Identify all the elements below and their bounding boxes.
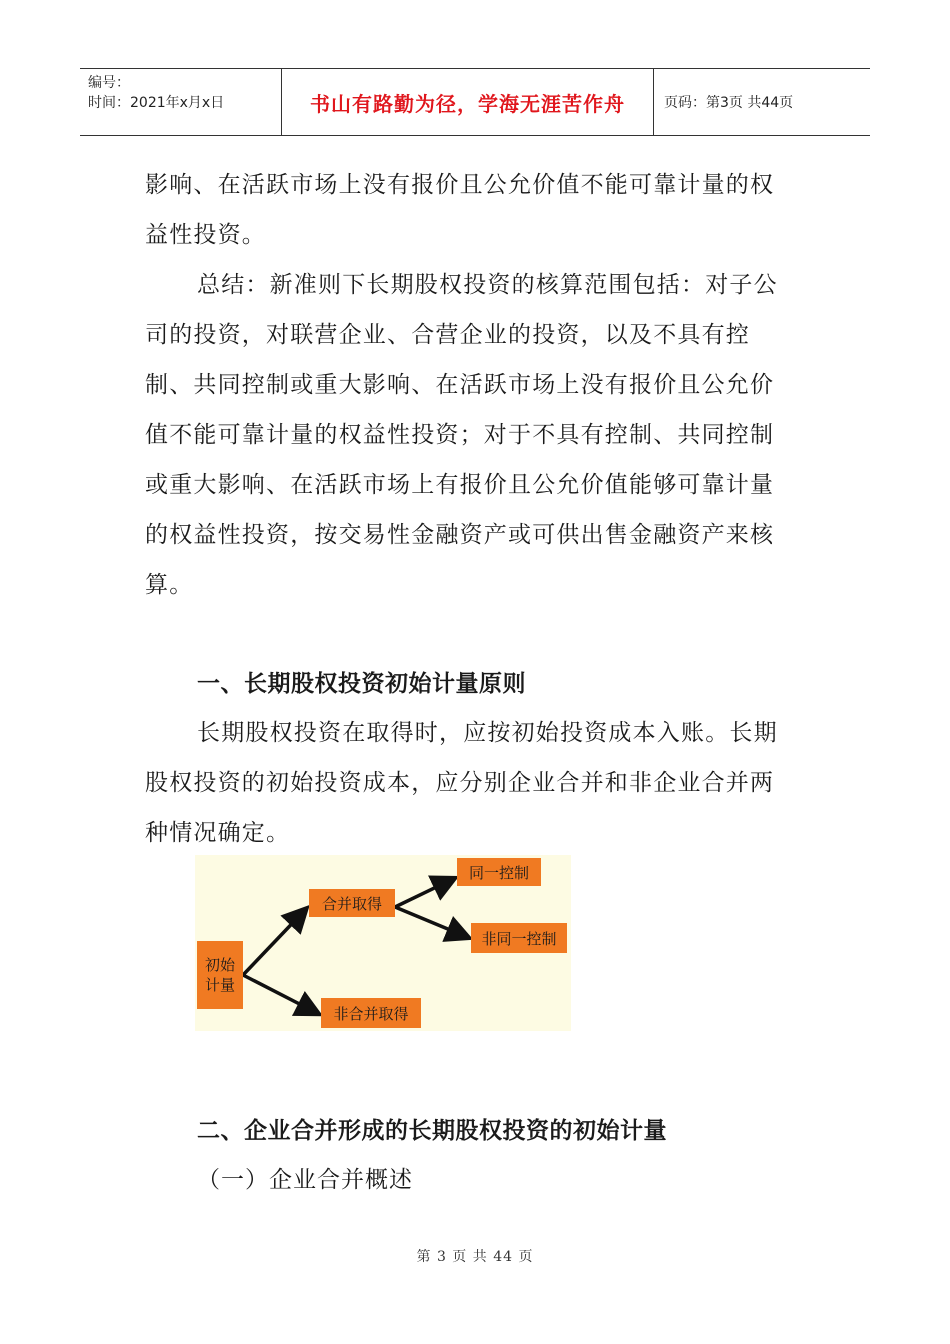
number-label: 编号： [88,75,130,91]
box-initial-measurement [197,941,243,1009]
box-initial-line2: 计量 [204,976,235,994]
paragraph-summary: 总结：新准则下长期股权投资的核算范围包括：对子公司的投资，对联营企业、合营企业的投资，以及不具有控制、共同控制或重大影响、在活跃市场上没有报价且公允价值不能可靠计量的权益性投资；对于不具有控制、共同控制或重大影响、在活跃市场上有报价且公允价值能够可靠计量的权益性投资，按交易性金融资产或可供出售金融资产来核算。 [145,272,778,598]
section-heading-2: 二、企业合并形成的长期股权投资的初始计量 [197,1118,667,1144]
arrow-to-merge [243,910,305,975]
header-table [80,68,870,136]
paragraph-continuation: 影响、在活跃市场上没有报价且公允价值不能可靠计量的权益性投资。 [145,172,775,248]
time-label: 时间：2021年x月x日 [88,95,225,111]
box-non-merge: 非合并取得 [321,998,421,1028]
page-footer: 第 3 页 共 44 页 [416,1249,534,1265]
box-same-control: 同一控制 [457,858,541,886]
paragraph-initial-measurement: 长期股权投资在取得时，应按初始投资成本入账。长期股权投资的初始投资成本，应分别企业合并和非企业合并两种情况确定。 [145,720,778,846]
arrow-to-non-merge [243,975,317,1013]
section-heading-1: 一、长期股权投资初始计量原则 [197,671,526,697]
header-motto: 书山有路勤为径，学海无涯苦作舟 [282,69,654,135]
box-merge: 合并取得 [309,889,395,917]
arrow-to-same-control [395,879,453,907]
box-initial-line1: 初始 [204,956,235,974]
header-page-info: 页码：第3页 共44页 [664,95,794,111]
measurement-diagram [195,855,571,1031]
box-non-same-control: 非同一控制 [471,923,567,953]
header-meta [80,69,282,135]
subsection-heading-1: （一）企业合并概述 [197,1167,413,1193]
arrow-to-non-same-control [395,907,467,937]
